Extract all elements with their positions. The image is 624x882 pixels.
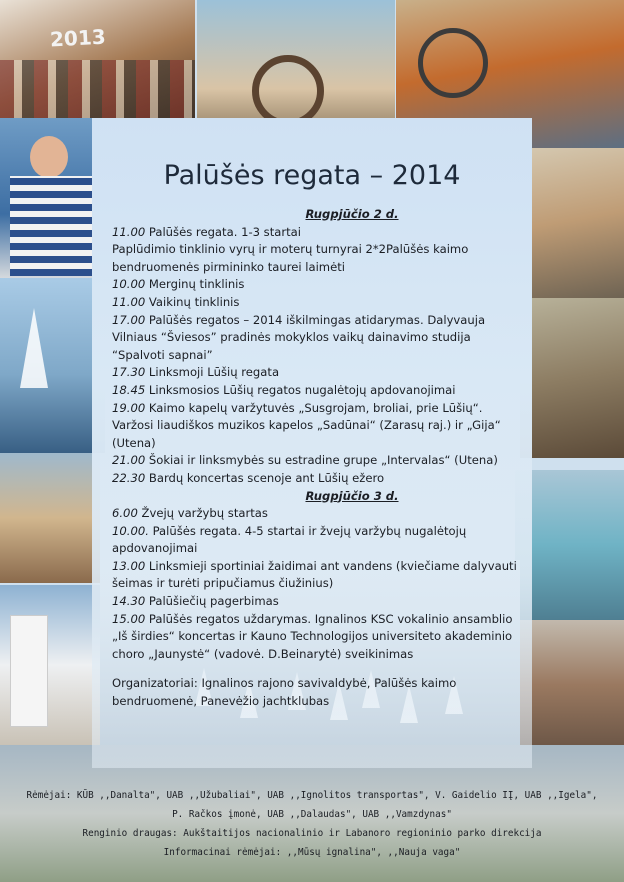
- schedule-time: 17.00: [112, 312, 146, 327]
- schedule-item: [112, 505, 522, 523]
- schedule-text: Palūšės regatos – 2014 iškilmingas atidarymas. Dalyvauja Vilniaus “Šviesos” pradinės mokyklos vaikų dainavimo studija “Spalvoti sapnai”: [112, 312, 486, 362]
- schedule-item: [112, 611, 522, 664]
- schedule-time: 10.00.: [112, 523, 149, 538]
- schedule-item: [112, 276, 522, 294]
- schedule-time: 11.00: [112, 224, 146, 239]
- schedule-item: [112, 593, 522, 611]
- schedule-item: [112, 382, 522, 400]
- schedule-item: [112, 452, 522, 470]
- sponsors-line: Rėmėjai: KŪB ,,Danalta", UAB ,,Užubaliai", UAB ,,Ignolitos transportas", V. Gaidelio IĮ, UAB ,,Igela",: [26, 790, 598, 801]
- photo-beach-crowd: [0, 453, 100, 583]
- schedule-time: 22.30: [112, 470, 146, 485]
- schedule-item: [112, 558, 522, 593]
- schedule-item: [112, 312, 522, 365]
- schedule-time: 19.00: [112, 400, 146, 415]
- photo-folk-dancers: [0, 0, 195, 120]
- day1-list: [112, 224, 522, 488]
- schedule-time: 17.30: [112, 365, 146, 380]
- schedule-text: Palūšės regatos uždarymas. Ignalinos KSC vokalinio ansamblio „Iš širdies“ koncertas ir Kauno Technologijos universiteto akademinio choro „Jaunystė“ (vadovė. D.Beinarytė) sveikinimas: [112, 611, 513, 661]
- schedule-text: Bardų koncertas scenoje ant Lūšių ežero: [148, 470, 385, 485]
- photo-sailboat: [0, 278, 105, 453]
- schedule-time: 6.00: [112, 506, 138, 521]
- schedule-time: 21.00: [112, 453, 146, 468]
- schedule-time: 15.00: [112, 611, 146, 626]
- event-friend-line: Renginio draugas: Aukštaitijos nacionalinio ir Labanoro regioninio parko direkcija: [82, 828, 542, 839]
- schedule-time: 13.00: [112, 558, 146, 573]
- photo-costumed-performer: [520, 298, 624, 458]
- info-sponsors-line: Informacinai rėmėjai: ,,Mūsų ignalina", ,,Nauja vaga": [163, 847, 461, 858]
- schedule-item: [112, 241, 522, 276]
- schedule-item: [112, 224, 522, 242]
- schedule-text: Merginų tinklinis: [148, 277, 245, 292]
- organizers: Organizatoriai: Ignalinos rajono savivaldybė, Palūšės kaimo bendruomenė, Panevėžio jachtklubas: [112, 676, 457, 709]
- schedule-time: 10.00: [112, 277, 146, 292]
- schedule-time: 18.45: [112, 382, 146, 397]
- schedule-text: Linksmosios Lūšių regatos nugalėtojų apdovanojimai: [148, 382, 456, 397]
- schedule-text: Kaimo kapelų varžytuvės „Susgrojam, broliai, prie Lūšių“. Varžosi liaudiškos muzikos kapelos „Sadūnai“ (Zarasų raj.) ir „Gija“ (Utena): [112, 400, 501, 450]
- schedule-text: Linksmoji Lūšių regata: [148, 365, 280, 380]
- schedule-text: Palūšės regata. 1-3 startai: [148, 224, 302, 239]
- schedule-item: [112, 523, 522, 558]
- poster-title: Palūšės regata – 2014: [163, 160, 461, 191]
- schedule-text: Šokiai ir linksmybės su estradine grupe „Intervalas“ (Utena): [148, 453, 498, 468]
- schedule-time: 11.00: [112, 294, 146, 309]
- schedule-text: Vaikinų tinklinis: [148, 294, 240, 309]
- schedule-text: Linksmieji sportiniai žaidimai ant vandens (kviečiame dalyvauti šeimas ir turėti pripučiamus čiužinius): [112, 558, 517, 591]
- schedule-time: 14.30: [112, 594, 146, 609]
- schedule-text: Paplūdimio tinklinio vyrų ir moterų turnyrai 2*2Palūšės kaimo bendruomenės pirmininko taurei laimėti: [112, 242, 469, 274]
- schedule-item: [112, 470, 522, 488]
- day2-list: [112, 505, 522, 663]
- schedule: [112, 206, 522, 711]
- schedule-item: [112, 400, 522, 453]
- schedule-text: Žvejų varžybų startas: [141, 506, 268, 521]
- schedule-text: Palūšiečių pagerbimas: [148, 594, 279, 609]
- schedule-item: [112, 364, 522, 382]
- day1-heading: Rugpjūčio 2 d.: [305, 207, 399, 221]
- schedule-item: [112, 294, 522, 312]
- day2-heading: Rugpjūčio 3 d.: [305, 488, 399, 503]
- sponsors-line: P. Račkos įmonė, UAB ,,Dalaudas", UAB ,,Vamzdynas": [172, 809, 452, 820]
- sponsors: [0, 786, 624, 862]
- photo-sign-2013: 2013: [49, 24, 107, 52]
- schedule-text: Palūšės regata. 4-5 startai ir žvejų varžybų nugalėtojų apdovanojimai: [112, 523, 467, 556]
- photo-host-microphone: [0, 118, 105, 278]
